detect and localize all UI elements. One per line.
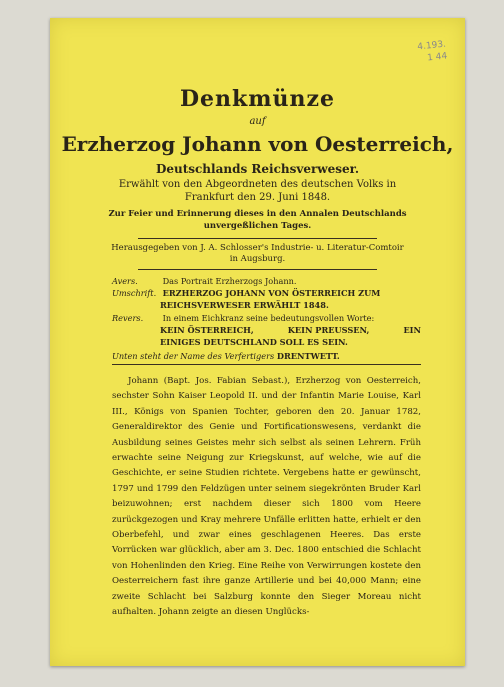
- pencil-annotation: [417, 39, 448, 66]
- revers-word-1: KEIN ÖSTERREICH,: [160, 325, 254, 335]
- dedication-line-1: Zur Feier und Erinnerung dieses in den Annalen Deutschlands: [108, 209, 407, 219]
- subtitle-line-1: Erwählt von den Abgeordneten des deutschen Volks in: [118, 179, 397, 190]
- document-sheet: [50, 18, 465, 666]
- dedication-line-2: unvergeßlichen Tages.: [203, 221, 312, 231]
- divider: [138, 238, 377, 239]
- umschrift-label: Umschrift.: [112, 288, 157, 298]
- biography-paragraph: Johann (Bapt. Jos. Fabian Sebast.), Erzherzog von Oesterreich, sechster Sohn Kaiser Leopold II. und der Infantin Marie Louise, Karl III., Königs von Spanien Tochter, geboren den 20. Januar 1782, Generaldirektor des Genie und Fortificationswesens, verdankt die Ausbildung seines Geistes mehr sich selbst als seinen Lehrern. Früh erwachte seine Neigung zur Kriegskunst, auf welche, wie auf die Geschichte, er seine Studien richtete. Vergebens hatte er gewünscht, 1797 und 1799 den Feldzügen unter seinem siegekrönten Bruder Karl beizuwohnen; erst nachdem dieser sich 1800 vom Heere zurückgezogen und Kray mehrere Unfälle erlitten hatte, erhielt er den Oberbefehl, und zwar eines geschlagenen Heeres. Das erste Vorrücken war glücklich, aber am 3. Dec. 1800 entschied die Schlacht von Hohenlinden den Krieg. Eine Reihe von Verwirrungen kostete den Oesterreichern fast ihre ganze Artillerie und bei 40,000 Mann; eine zweite Schlacht bei Salzburg konnte den Sieger Moreau nicht aufhalten. Johann zeigte an diesen Unglücks-: [112, 376, 421, 618]
- spec-umschrift-cont: [112, 300, 421, 311]
- revers-text: In einem Eichkranz seine bedeutungsvollen Worte:: [162, 313, 375, 323]
- umschrift-text-1: ERZHERZOG JOHANN VON ÖSTERREICH ZUM: [162, 288, 381, 298]
- publisher-line-2: in Augsburg.: [229, 254, 286, 264]
- revers-label: Revers.: [112, 313, 144, 323]
- publisher-line-1: Herausgegeben von J. A. Schlosser's Industrie- u. Literatur-Comtoir: [111, 243, 404, 253]
- biography-text: [112, 374, 421, 621]
- spec-umschrift: [112, 288, 421, 299]
- divider: [112, 364, 421, 365]
- auf-text: auf: [249, 116, 266, 127]
- pencil-mark-1: 4.193.: [417, 39, 447, 53]
- avers-label: Avers.: [112, 276, 138, 286]
- maker-name: DRENTWETT.: [276, 351, 340, 361]
- umschrift-text-2: REICHSVERWESER ERWÄHLT 1848.: [160, 300, 329, 310]
- revers-word-2: KEIN PREUSSEN,: [287, 325, 370, 335]
- maker-text: Unten steht der Name des Verfertigers: [112, 351, 275, 361]
- pencil-mark-2: 1 44: [427, 51, 449, 64]
- divider: [138, 269, 377, 270]
- revers-word-3: EIN: [403, 325, 421, 335]
- honoree-name: Erzherzog Johann von Oesterreich,: [61, 132, 454, 156]
- document-title: Denkmünze: [179, 86, 336, 112]
- spec-avers: [112, 276, 421, 287]
- spec-revers-words: [112, 325, 421, 336]
- subtitle-line-2: Frankfurt den 29. Juni 1848.: [184, 192, 331, 203]
- spec-revers: [112, 313, 421, 324]
- avers-text: Das Portrait Erzherzogs Johann.: [162, 276, 297, 286]
- spec-maker: [112, 351, 421, 362]
- spec-revers-line3: EINIGES DEUTSCHLAND SOLL ES SEIN.: [160, 337, 348, 347]
- honoree-role: Deutschlands Reichsverweser.: [155, 162, 360, 176]
